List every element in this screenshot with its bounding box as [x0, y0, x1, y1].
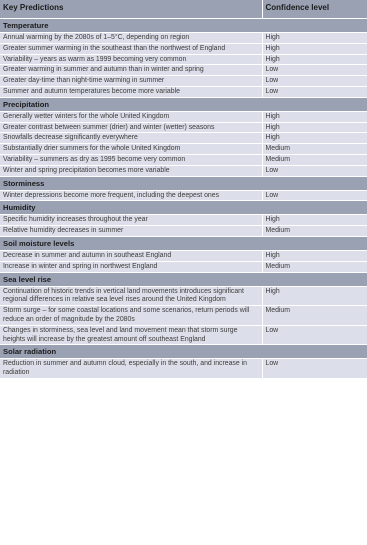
section-row — [0, 19, 367, 33]
table-row — [0, 65, 367, 76]
prediction-text: Variability – summers as dry as 1995 become very common — [0, 154, 262, 165]
prediction-text: Storm surge – for some coastal locations and some scenarios, return periods will reduce an order of magnitude by the 2080s — [0, 306, 262, 326]
table-row — [0, 359, 367, 379]
section-title: Solar radiation — [0, 345, 367, 359]
confidence-level: Low — [262, 325, 367, 345]
confidence-level: High — [262, 286, 367, 306]
section-title: Storminess — [0, 176, 367, 190]
table-row — [0, 111, 367, 122]
table-row — [0, 133, 367, 144]
confidence-level: Low — [262, 165, 367, 176]
section-row — [0, 236, 367, 250]
table-row — [0, 86, 367, 97]
prediction-text: Increase in winter and spring in northwest England — [0, 261, 262, 272]
prediction-text: Winter and spring precipitation becomes more variable — [0, 165, 262, 176]
prediction-text: Greater contrast between summer (drier) and winter (wetter) seasons — [0, 122, 262, 133]
prediction-text: Reduction in summer and autumn cloud, especially in the south, and increase in radiation — [0, 359, 262, 379]
confidence-level: High — [262, 43, 367, 54]
confidence-level: Low — [262, 76, 367, 87]
confidence-level: Low — [262, 190, 367, 201]
table-row — [0, 154, 367, 165]
section-title: Soil moisture levels — [0, 236, 367, 250]
confidence-level: Low — [262, 65, 367, 76]
section-row — [0, 176, 367, 190]
prediction-text: Greater warming in summer and autumn than in winter and spring — [0, 65, 262, 76]
section-title: Sea level rise — [0, 272, 367, 286]
table-row — [0, 33, 367, 44]
prediction-text: Snowfalls decrease significantly everywhere — [0, 133, 262, 144]
confidence-level: Medium — [262, 154, 367, 165]
section-row — [0, 97, 367, 111]
prediction-text: Decrease in summer and autumn in southeast England — [0, 250, 262, 261]
prediction-text: Changes in storminess, sea level and land movement mean that storm surge heights will increase by the greatest amount off southeast England — [0, 325, 262, 345]
table-row — [0, 261, 367, 272]
confidence-level: High — [262, 54, 367, 65]
prediction-text: Greater summer warming in the southeast than the northwest of England — [0, 43, 262, 54]
confidence-level: High — [262, 111, 367, 122]
confidence-level: High — [262, 33, 367, 44]
header-key-predictions: Key Predictions — [0, 0, 262, 19]
table-row — [0, 76, 367, 87]
confidence-level: Medium — [262, 144, 367, 155]
table-row — [0, 286, 367, 306]
table-row — [0, 165, 367, 176]
prediction-text: Annual warming by the 2080s of 1–5°C, depending on region — [0, 33, 262, 44]
confidence-level: High — [262, 133, 367, 144]
confidence-level: Medium — [262, 226, 367, 237]
table-row — [0, 144, 367, 155]
prediction-text: Specific humidity increases throughout the year — [0, 215, 262, 226]
section-row — [0, 201, 367, 215]
table-row — [0, 226, 367, 237]
header-confidence-level: Confidence level — [262, 0, 367, 19]
confidence-level: High — [262, 215, 367, 226]
table-row — [0, 215, 367, 226]
prediction-text: Generally wetter winters for the whole United Kingdom — [0, 111, 262, 122]
prediction-text: Winter depressions become more frequent, including the deepest ones — [0, 190, 262, 201]
section-row — [0, 345, 367, 359]
prediction-text: Relative humidity decreases in summer — [0, 226, 262, 237]
table-row — [0, 190, 367, 201]
section-title: Precipitation — [0, 97, 367, 111]
prediction-text: Substantially drier summers for the whole United Kingdom — [0, 144, 262, 155]
table-row — [0, 306, 367, 326]
confidence-level: Medium — [262, 261, 367, 272]
section-title: Humidity — [0, 201, 367, 215]
prediction-text: Variability – years as warm as 1999 becoming very common — [0, 54, 262, 65]
header-row — [0, 0, 367, 19]
table-row — [0, 122, 367, 133]
confidence-level: Low — [262, 86, 367, 97]
confidence-level: High — [262, 122, 367, 133]
table-row — [0, 250, 367, 261]
prediction-text: Summer and autumn temperatures become more variable — [0, 86, 262, 97]
confidence-level: High — [262, 250, 367, 261]
table-row — [0, 43, 367, 54]
confidence-level: Medium — [262, 306, 367, 326]
section-title: Temperature — [0, 19, 367, 33]
table-row — [0, 54, 367, 65]
table-row — [0, 325, 367, 345]
section-row — [0, 272, 367, 286]
prediction-text: Greater day-time than night-time warming in summer — [0, 76, 262, 87]
prediction-text: Continuation of historic trends in vertical land movements introduces significant regional differences in relative sea level rises around the United Kingdom — [0, 286, 262, 306]
confidence-level: Low — [262, 359, 367, 379]
